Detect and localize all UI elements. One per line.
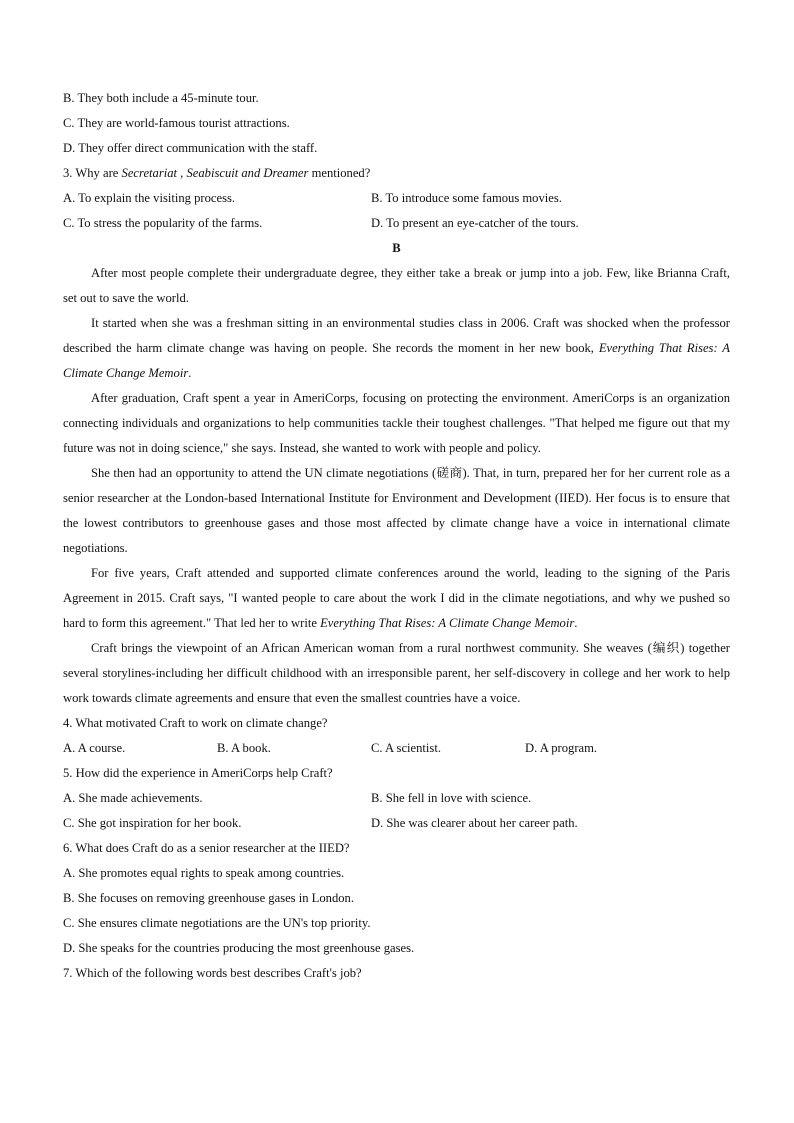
q5-option-a: A. She made achievements.: [63, 791, 203, 805]
passage-paragraph-4: She then had an opportunity to attend the UN climate negotiations (磋商). That, in turn, prepared her for her current role as a senior researcher at the London-based International Institute for Environment and Development (IIED). Her focus is to ensure that the lowest contributors to greenhouse gases and those most affected by climate change have a voice in international climate negotiations.: [63, 466, 730, 555]
q6-option-b: B. She focuses on removing greenhouse gases in London.: [63, 891, 355, 905]
q2-option-c: C. They are world-famous tourist attractions.: [63, 116, 290, 130]
q4-stem: 4. What motivated Craft to work on climate change?: [63, 716, 328, 730]
q5-option-d: D. She was clearer about her career path.: [371, 816, 578, 830]
passage-paragraph-5: [63, 561, 730, 636]
q4-options-row: [63, 736, 730, 761]
exam-page: [63, 86, 730, 986]
paragraph-2-end: .: [188, 366, 192, 380]
q3-option-d: D. To present an eye-catcher of the tours.: [371, 216, 579, 230]
passage-paragraph-2: [63, 311, 730, 386]
q3-stem-prefix: 3. Why are: [63, 166, 122, 180]
paragraph-2-text: It started when she was a freshman sitting in an environmental studies class in 2006. Craft was shocked when the professor described the harm climate change was having on people. She records the moment in her new book,: [63, 316, 730, 355]
q3-option-c: C. To stress the popularity of the farms.: [63, 216, 263, 230]
book-title: Everything That Rises: A Climate Change Memoir: [63, 341, 730, 380]
q2-option-d: D. They offer direct communication with the staff.: [63, 141, 318, 155]
paragraph-5-end: .: [574, 616, 578, 630]
passage-paragraph-6: Craft brings the viewpoint of an African American woman from a rural northwest community. She weaves (编织) together several storylines-including her difficult childhood with an irresponsible parent, her self-discovery in college and her work to help work towards climate agreements and ensure that even the smallest countries have a voice.: [63, 641, 730, 705]
q3-stem-horses: Secretariat , Seabiscuit and Dreamer: [121, 166, 309, 180]
q6-option-d: D. She speaks for the countries producing the most greenhouse gases.: [63, 941, 415, 955]
passage-paragraph-3: After graduation, Craft spent a year in AmeriCorps, focusing on protecting the environment. AmeriCorps is an organization connecting individuals and organizations to help communities tackle their toughest challenges. "That helped me figure out that my future was not in doing science," she says. Instead, she wanted to work with people and policy.: [63, 391, 730, 455]
q5-stem: 5. How did the experience in AmeriCorps help Craft?: [63, 766, 333, 780]
q5-options-row-1: [63, 786, 730, 811]
q2-option-b: B. They both include a 45-minute tour.: [63, 91, 259, 105]
q4-option-d: D. A program.: [525, 741, 598, 755]
passage-paragraph-1: After most people complete their undergraduate degree, they either take a break or jump into a job. Few, like Brianna Craft, set out to save the world.: [63, 266, 730, 305]
q3-option-b: B. To introduce some famous movies.: [371, 191, 562, 205]
q6-option-a: A. She promotes equal rights to speak among countries.: [63, 866, 345, 880]
q3-options-row-1: [63, 186, 730, 211]
q3-option-a: A. To explain the visiting process.: [63, 191, 236, 205]
paragraph-5-text: For five years, Craft attended and supported climate conferences around the world, leading to the signing of the Paris Agreement in 2015. Craft says, "I wanted people to care about the work I did in the climate negotiations, and why we pushed so hard to form this agreement." That led her to write: [63, 566, 730, 630]
q5-options-row-2: [63, 811, 730, 836]
q6-option-c: C. She ensures climate negotiations are the UN's top priority.: [63, 916, 371, 930]
q5-option-c: C. She got inspiration for her book.: [63, 816, 242, 830]
q4-option-c: C. A scientist.: [371, 741, 441, 755]
section-b-label: B: [392, 241, 401, 255]
q6-stem: 6. What does Craft do as a senior researcher at the IIED?: [63, 841, 350, 855]
q3-stem: [63, 161, 730, 186]
q7-stem: 7. Which of the following words best describes Craft's job?: [63, 966, 362, 980]
q4-option-a: A. A course.: [63, 741, 126, 755]
book-title: Everything That Rises: A Climate Change Memoir: [320, 616, 575, 630]
q3-options-row-2: [63, 211, 730, 236]
q4-option-b: B. A book.: [217, 741, 271, 755]
q5-option-b: B. She fell in love with science.: [371, 791, 532, 805]
q3-stem-suffix: mentioned?: [308, 166, 371, 180]
